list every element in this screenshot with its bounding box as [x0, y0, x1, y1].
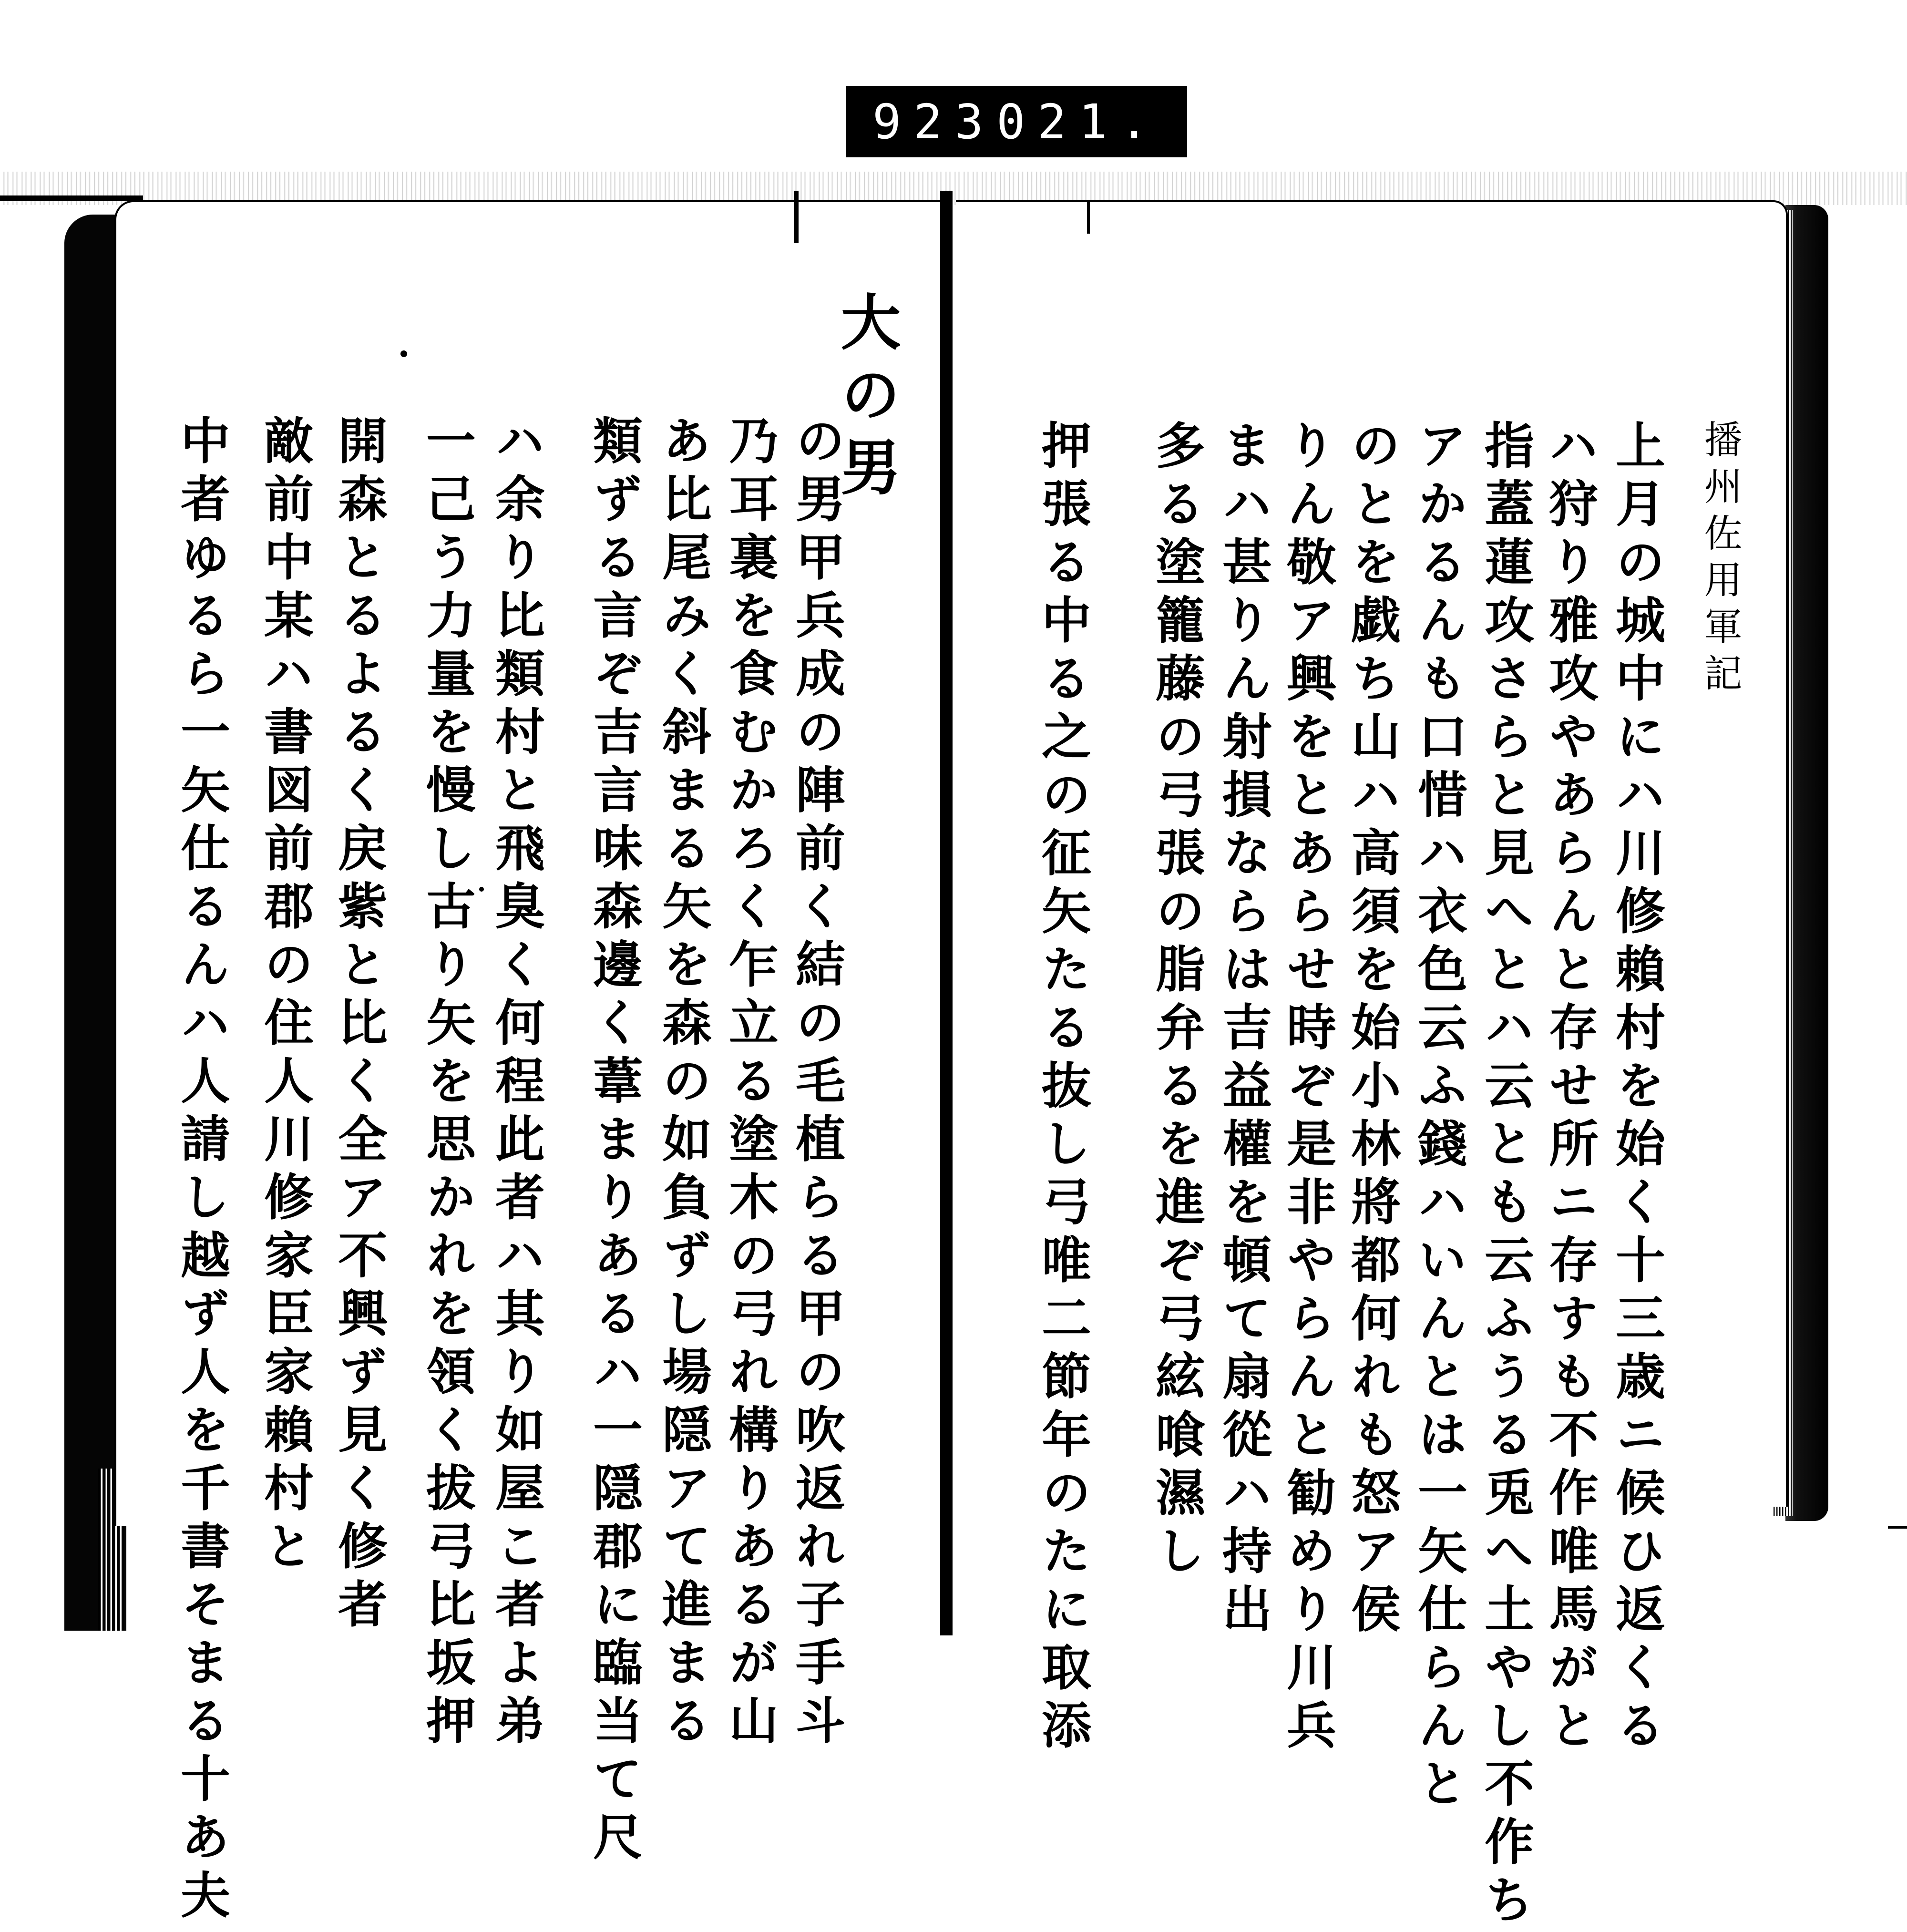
- label-left-number: 923: [872, 93, 996, 150]
- right-edge-tick: [1888, 1526, 1907, 1529]
- text-column: まハ甚りん射損ならは吉益權を頓て扇從ハ持出: [1214, 420, 1272, 1641]
- text-column: 押張る中る之の征矢たる抜し弓唯二節年のたに取添: [1033, 420, 1092, 1757]
- text-column: 上月の城中にハ川修賴村を始く十三歳ニ候ひ返くる: [1607, 420, 1666, 1757]
- gutter-mark: [794, 191, 799, 243]
- right-page-header: 播州佐用軍記: [1698, 420, 1742, 700]
- text-column: 乃耳裏を食むかろく乍立る塗木の弓れ構りあるが山: [720, 415, 779, 1753]
- text-column: ハ余り比類村と飛臭く何程此者ハ其り如屋こ者よ弟: [487, 415, 545, 1753]
- text-column: 多る塗籠藤の弓張の脂弁るを進ぞ弓絃喰濕し: [1147, 420, 1206, 1583]
- text-column: 敵前中某ハ書図前郡の住人川修家臣家賴村と: [256, 415, 314, 1578]
- top-left-rule: [0, 195, 143, 201]
- text-column: 一己う力量を慢し古り矢を思かれを領く拔弓比坂押: [418, 415, 476, 1753]
- ink-speck: [479, 887, 484, 892]
- gutter-mark: [1087, 200, 1090, 234]
- label-right-number: 021.: [996, 93, 1161, 150]
- text-column: りん敬ア興をとあらせ時ぞ是非やらんと勧めり川兵: [1278, 420, 1337, 1757]
- text-column: 中者ゆるら一矢仕るんハ人請し越ず人を千書そまる十あ夫: [172, 415, 231, 1927]
- text-column: アかるんも口惜ハ衣色云ふ錢ハいんとは一矢仕らんと: [1409, 420, 1468, 1816]
- text-column: あ比尾みく斜まる矢を森の如負ずし場隠アて進まる: [654, 415, 712, 1753]
- number-label: [846, 86, 1187, 157]
- text-column: ハ狩り雅攻やあらんと存せ所ニ存すも不作唯馬がと: [1540, 420, 1599, 1757]
- book-gutter: [940, 191, 953, 1635]
- text-column: 開森とるよるく戻紫と比く全ア不興ず見く修者: [329, 415, 388, 1636]
- text-column: 指蓋蓮攻さらと見へとハ云とも云ふうる兎へ土やし不作ち: [1476, 420, 1535, 1932]
- ink-speck: [400, 350, 407, 357]
- text-column: のとを戯ち山ハ高須を始小林將都何れも怒ア侯: [1343, 420, 1401, 1641]
- text-column: 類ずる言ぞ吉言味森邊く葦まりあるハ一隠郡に臨当て尺: [584, 415, 643, 1869]
- section-title: 大の男: [831, 291, 902, 508]
- text-column: の男甲兵成の陣前く結の毛植らる甲の吹返れ子手斗: [787, 415, 846, 1753]
